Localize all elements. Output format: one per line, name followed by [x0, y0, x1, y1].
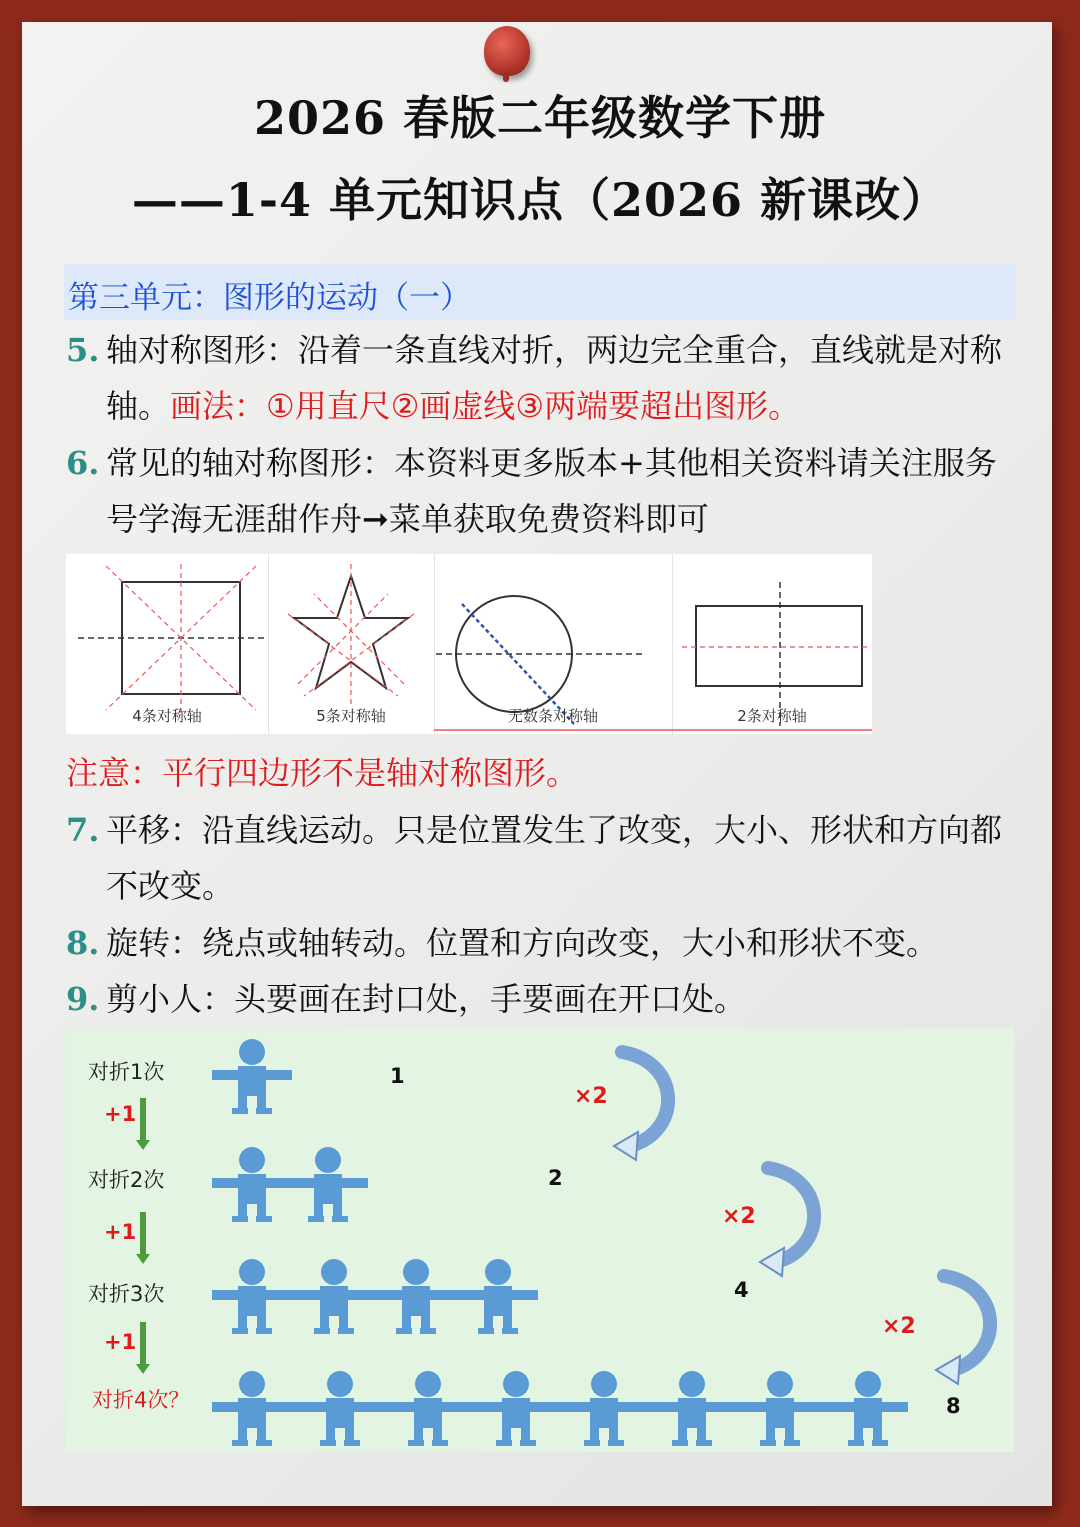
- figure-star: [268, 554, 435, 734]
- item-9: [66, 971, 1016, 1027]
- push-pin-icon: [484, 26, 530, 76]
- increment-label: +1: [104, 1102, 137, 1126]
- paper-person: [232, 1371, 272, 1446]
- arm-bar: [212, 1402, 908, 1412]
- title-line-2: ——1-4 单元知识点（2026 新课改）: [131, 173, 949, 227]
- paper-person: [314, 1259, 354, 1334]
- item-number: 7.: [66, 811, 100, 849]
- figure-label: 2条对称轴: [737, 707, 807, 725]
- item-text: 常见的轴对称图形：本资料更多版本+其他相关资料请关注服务号学海无涯甜作舟➞菜单获取免费资料即可: [106, 444, 997, 538]
- down-arrow-head: [136, 1254, 150, 1264]
- item-5: [66, 322, 1016, 434]
- down-arrow-icon: [140, 1098, 146, 1142]
- item-number: 5.: [66, 331, 100, 369]
- figure-circle: [434, 554, 673, 734]
- item-highlight: 画法：①用直尺②画虚线③两端要超出图形。: [170, 387, 801, 425]
- curved-arrow-head: [936, 1356, 960, 1384]
- curved-arrow-head: [614, 1132, 638, 1160]
- paper-person: [672, 1371, 712, 1446]
- down-arrow-icon: [140, 1322, 146, 1366]
- down-arrow-icon: [140, 1212, 146, 1256]
- paper-person: [760, 1371, 800, 1446]
- paper-person: [408, 1371, 448, 1446]
- item-text: 剪小人：头要画在封口处，手要画在开口处。: [106, 980, 747, 1018]
- curved-arrow-icon: [622, 1052, 668, 1146]
- down-arrow-head: [136, 1140, 150, 1150]
- item-number: 8.: [66, 924, 100, 962]
- multiplier-1: ×2: [574, 1084, 608, 1109]
- item-6: [66, 435, 1016, 547]
- item-number: 9.: [66, 980, 100, 1018]
- title-line-1: 2026 春版二年级数学下册: [253, 91, 827, 145]
- count-row-4: 8: [946, 1394, 961, 1418]
- paper-person: [584, 1371, 624, 1446]
- paper-person: [308, 1147, 348, 1222]
- figure-label: 4条对称轴: [132, 707, 202, 725]
- item-text: 旋转：绕点或轴转动。位置和方向改变，大小和形状不变。: [106, 924, 939, 962]
- paper-person: [232, 1259, 272, 1334]
- curved-arrow-icon: [768, 1168, 814, 1262]
- increment-label: +1: [104, 1330, 137, 1354]
- paper-cut-figures: [66, 1028, 1014, 1452]
- section-heading: 第三单元：图形的运动（一）: [68, 280, 471, 316]
- paper-cut-illustration: [66, 1028, 1014, 1452]
- fold-label-4: 对折4次？: [92, 1388, 190, 1412]
- symmetry-figures: [66, 554, 872, 734]
- paper-person: [232, 1039, 272, 1114]
- paper-person: [320, 1371, 360, 1446]
- paper-person: [232, 1147, 272, 1222]
- count-row-2: 2: [548, 1166, 563, 1190]
- paper-person: [478, 1259, 518, 1334]
- count-row-3: 4: [734, 1278, 749, 1302]
- curved-arrow-head: [760, 1248, 784, 1276]
- paper-person: [848, 1371, 888, 1446]
- section-heading-bar: [64, 264, 1016, 320]
- arm-bar: [212, 1178, 368, 1188]
- fold-label-1: 对折1次: [88, 1060, 165, 1084]
- paper-person: [496, 1371, 536, 1446]
- multiplier-2: ×2: [722, 1204, 756, 1229]
- fold-label-3: 对折3次: [88, 1282, 165, 1306]
- item-text: 平移：沿直线运动。只是位置发生了改变，大小、形状和方向都不改变。: [106, 811, 1003, 905]
- fold-label-2: 对折2次: [88, 1168, 165, 1192]
- figure-label: 5条对称轴: [316, 707, 386, 725]
- item-text: 轴对称图形：沿着一条直线对折，两边完全重合，直线就是对称轴。: [106, 331, 1003, 425]
- increment-label: +1: [104, 1220, 137, 1244]
- note-text: 注意：平行四边形不是轴对称图形。: [66, 754, 579, 792]
- figure-rectangle: [672, 554, 872, 734]
- paper-person: [396, 1259, 436, 1334]
- item-number: 6.: [66, 444, 100, 482]
- down-arrow-head: [136, 1364, 150, 1374]
- curved-arrow-icon: [944, 1276, 990, 1370]
- item-7: [66, 802, 1016, 914]
- figure-square: [66, 554, 269, 734]
- count-row-1: 1: [390, 1064, 405, 1088]
- multiplier-3: ×2: [882, 1314, 916, 1339]
- figure-label: 无数条对称轴: [507, 707, 598, 725]
- item-8: [66, 915, 1016, 971]
- push-pin-stem: [503, 72, 509, 82]
